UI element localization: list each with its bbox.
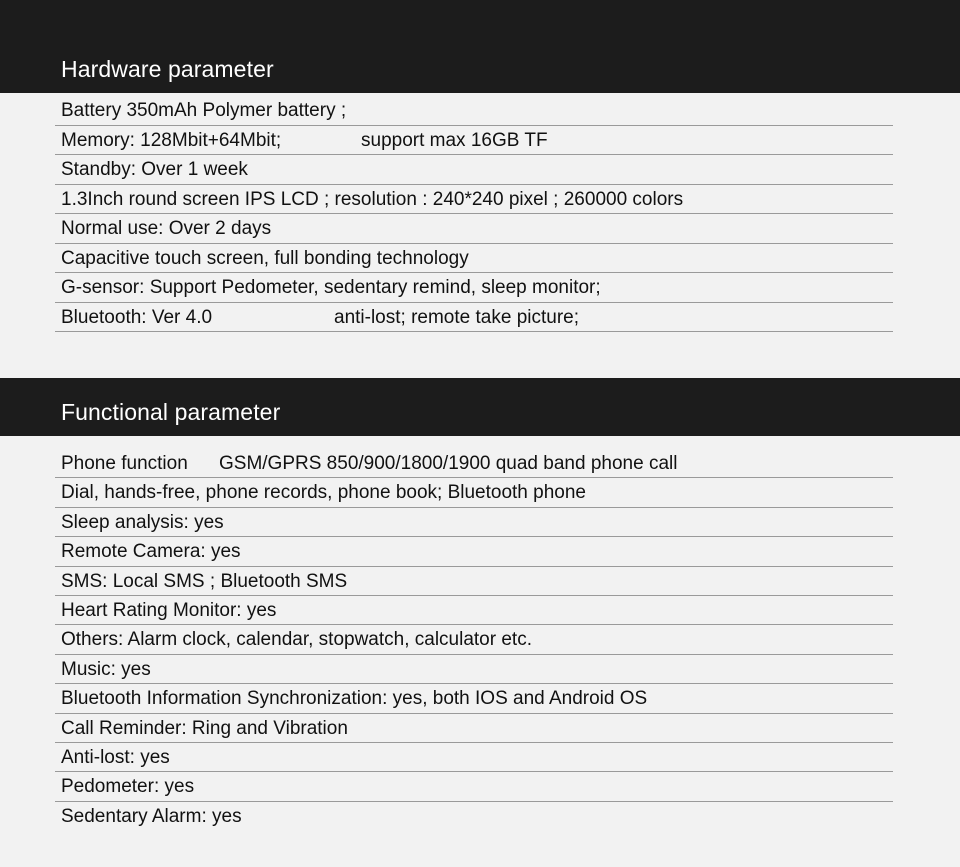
- functional-row: [55, 596, 893, 625]
- hardware-row-text: Normal use: Over 2 days: [61, 218, 272, 239]
- hardware-parameter-list: [55, 96, 893, 332]
- hardware-row: [55, 273, 893, 303]
- functional-row-text: Dial, hands-free, phone records, phone book; Bluetooth phone: [61, 482, 586, 504]
- functional-row: [55, 537, 893, 566]
- hardware-row-secondary-text: support max 16GB TF: [361, 129, 548, 151]
- functional-row-text: Remote Camera: yes: [61, 541, 241, 563]
- functional-row-text: Anti-lost: yes: [61, 746, 170, 768]
- functional-row-text: Sedentary Alarm: yes: [61, 805, 242, 827]
- hardware-row: [55, 214, 893, 244]
- functional-row-text: Pedometer: yes: [61, 776, 195, 798]
- functional-row: [55, 772, 893, 801]
- functional-header-band: [0, 378, 960, 436]
- hardware-row: [55, 155, 893, 185]
- hardware-row: [55, 244, 893, 274]
- functional-row-text: Call Reminder: Ring and Vibration: [61, 717, 348, 739]
- functional-row-text: Music: yes: [61, 658, 151, 680]
- hardware-row-text: Memory: 128Mbit+64Mbit;: [61, 129, 282, 151]
- hardware-row-text: Standby: Over 1 week: [61, 159, 248, 180]
- hardware-section-title: Hardware parameter: [61, 56, 274, 82]
- functional-row-text: SMS: Local SMS ; Bluetooth SMS: [61, 570, 348, 592]
- functional-row-secondary-text: GSM/GPRS 850/900/1800/1900 quad band phone call: [219, 453, 678, 474]
- hardware-row: [55, 185, 893, 215]
- functional-row-text: Others: Alarm clock, calendar, stopwatch, calculator etc.: [61, 629, 532, 651]
- hardware-row-text: Battery 350mAh Polymer battery ;: [61, 100, 347, 121]
- hardware-row: [55, 96, 893, 126]
- functional-row: [55, 684, 893, 713]
- functional-row: [55, 802, 893, 831]
- functional-row-text: Heart Rating Monitor: yes: [61, 599, 277, 621]
- functional-row: [55, 449, 893, 478]
- hardware-header-band: [0, 0, 960, 93]
- hardware-row: [55, 303, 893, 333]
- functional-row: [55, 743, 893, 772]
- functional-row: [55, 478, 893, 507]
- hardware-row-text: 1.3Inch round screen IPS LCD ; resolution : 240*240 pixel ; 260000 colors: [61, 188, 684, 210]
- functional-row: [55, 655, 893, 684]
- functional-parameter-list: [55, 449, 893, 831]
- functional-row: [55, 714, 893, 743]
- functional-row-text: Phone function: [61, 453, 188, 474]
- functional-section-title: Functional parameter: [61, 399, 281, 425]
- hardware-row-text: Capacitive touch screen, full bonding technology: [61, 247, 469, 269]
- hardware-row-secondary-text: anti-lost; remote take picture;: [334, 306, 579, 328]
- hardware-row: [55, 126, 893, 156]
- hardware-row-text: Bluetooth: Ver 4.0: [61, 306, 213, 328]
- functional-row-text: Sleep analysis: yes: [61, 511, 224, 533]
- functional-row: [55, 508, 893, 537]
- functional-row: [55, 625, 893, 654]
- functional-row-text: Bluetooth Information Synchronization: yes, both IOS and Android OS: [61, 688, 648, 710]
- hardware-row-text: G-sensor: Support Pedometer, sedentary remind, sleep monitor;: [61, 277, 601, 298]
- functional-row: [55, 567, 893, 596]
